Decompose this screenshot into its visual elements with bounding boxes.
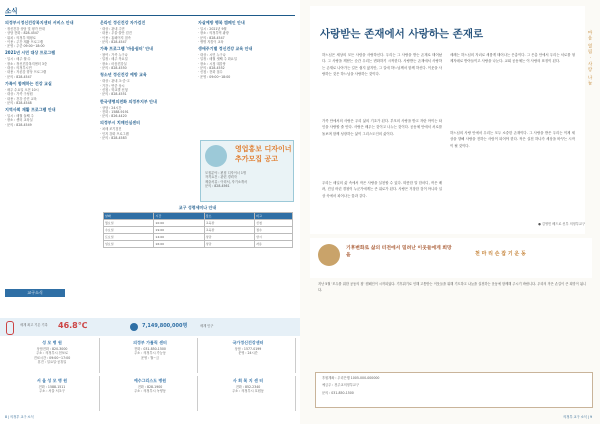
footer-box-title: 사 회 복 지 센 터 (232, 378, 264, 383)
stat-text-2: 세계 인구 (200, 324, 214, 328)
campaign-text: 지난 5월 '모두를 위한 공동의 집' 캠페인이 시작되었다. 기후위기로 인해 고통받는 이웃들을 위해 기도하고 나눔을 실천하는 운동에 함께해 주시기 바랍니다. 우리의 작은 손길이 큰 희망이 됩니다. (318, 282, 586, 292)
campaign-emblem-icon (318, 244, 340, 266)
footer-box-line: 상담 : 1577-0199 (234, 347, 262, 351)
table-header-cell: 시간 (154, 213, 204, 220)
table-cell: 신청 (255, 220, 293, 227)
footer-box (201, 338, 296, 373)
news-line: · 치매 조기검진 (100, 127, 122, 132)
footer-box (5, 338, 100, 373)
news-line: · 대상 : 가족 구성원 (5, 92, 33, 97)
footer-box-line: 주소 : 의정부시 천보로 (36, 351, 68, 356)
globe-icon (130, 323, 138, 331)
news-line: · 일시 : 매주 월·수 (5, 57, 31, 62)
footer-box-title: 의정부 가톨릭 센터 (133, 340, 167, 345)
footer-box-line: 전화 : 031-850-1500 (134, 347, 166, 351)
footer-box-line: 주소 : 의정부시 녹양동 (134, 389, 166, 394)
divider (5, 15, 295, 16)
donate-line: 후원계좌 : 우리은행 1005-000-000000 (322, 376, 380, 380)
thermometer-icon (6, 321, 14, 335)
article-paragraph-5: 하느님의 사랑 안에서 우리는 모두 소중한 존재이다. 그 사랑을 받은 우리는 이제 세상을 향해 사랑을 전하는 사람이 되어야 한다. 작은 실천 하나가 세상을 바꾸는 시작이 될 것이다. (450, 131, 575, 148)
news-line: · 장소 : 정신건강복지센터 3층 (5, 61, 48, 66)
news-heading: 가족 프로그램 '마음쉼터' 안내 (100, 46, 153, 52)
table-cell: 10:00 (154, 220, 204, 227)
table-row (104, 220, 293, 227)
news-heading: 온라인 정신건강 자가검진 (100, 20, 146, 25)
table-header-cell: 장소 (204, 213, 254, 220)
footer-box-line: 상담전화 : 820-3000 (36, 347, 68, 351)
news-heading: 청소년 정신건강 예방 교육 (100, 72, 147, 78)
donation-box (315, 372, 593, 408)
schedule-table-block (100, 203, 295, 283)
news-line: · 대상 : 의정부시민 (5, 66, 32, 71)
footer-box-line: 운영 : 월~금 (140, 355, 160, 360)
ad-line: 제출서류 : 이력서, 자기소개서 (205, 179, 248, 184)
news-line: · 이용 : 홈페이지 접속 (100, 35, 131, 40)
table-cell: 교육관 (204, 220, 254, 227)
news-line: · 문의 : 828-4552 (198, 66, 225, 71)
news-line: · 내용 : 건강 증진 교육 (5, 96, 37, 101)
footer-box-line: 운영 : 24시간 (238, 351, 258, 356)
news-heading: 의정부시 치매안심센터 (100, 120, 141, 126)
schedule-table (103, 212, 293, 248)
table-row (104, 227, 293, 234)
news-line: · 상담 : 24시간 (100, 105, 122, 110)
footer-box-line: 전화 : 828-1900 (137, 385, 163, 389)
table-header-cell: 비고 (255, 213, 293, 220)
news-line: · 대상 : 관내 주민 (100, 27, 125, 31)
news-line: · 생명 지킴이 교육 (198, 39, 224, 44)
table-cell: 월요일 (104, 220, 154, 227)
news-line: · 문의 : 828-4549 (5, 122, 32, 127)
table-cell: 14:00 (154, 234, 204, 241)
footer-directory (0, 338, 300, 414)
news-line: · 기간 : 연중 상시 (100, 83, 125, 88)
stat-value-2: 7,149,800,000명 (142, 323, 188, 329)
section-banner: 교구소식 (5, 289, 65, 297)
footer-box-title: 성 모 병 원 (42, 340, 62, 345)
news-line: · 대상 : 관내 초·중·고 (100, 79, 130, 84)
news-line: · 상담 전화 : 828-4547 (5, 31, 39, 36)
table-cell: 16:00 (154, 241, 204, 248)
news-heading: 지역사회 재활 프로그램 안내 (5, 107, 56, 113)
news-line: · 문의 : 828-4583 (100, 136, 127, 141)
footer-box-line: 주소 : 서울 서초구 (39, 389, 65, 394)
article-title: 사랑받는 존재에서 사랑하는 존재로 (320, 28, 484, 40)
table-row (104, 241, 293, 248)
news-line: · 장소 : 마음건강실 (100, 61, 127, 66)
news-line: · 운영 : 09:00~18:00 (198, 74, 231, 79)
news-line: · 장소 : 의정부역 광장 (198, 31, 229, 36)
campaign-title: 기후변화로 삶의 터전에서 밀려난 이웃들에게 희망을 (346, 246, 452, 258)
footer-box-title: 서 울 성 모 병 원 (36, 378, 68, 383)
footer-box-line: 휴진 : 일요일·공휴일 (37, 359, 67, 364)
article-paragraph-1: 하느님은 세상의 모든 사람을 사랑하신다. 우리는 그 사랑을 받는 존재로 태어났다. 그 사랑을 깨닫는 순간 우리는 변화하기 시작한다. 사랑받는 존재에서 사랑하는 존재로 나아가는 길은 쉽지 않지만, 그 길에 하느님께서 함께 하신다. 이웃을 사랑하는 것은 하느님을 사랑하는 것이다. (322, 53, 442, 76)
vertical-caption: 마음 열림 · 사랑 나눔 (587, 30, 592, 87)
footer-box-line: 전화 : 1588-1511 (38, 385, 66, 389)
news-line: · 문의 : 826-4420 (100, 114, 127, 119)
footer-box-line: 주소 : 의정부시 호원동 (232, 389, 264, 394)
news-line: · 참여 : 가족 누구나 (100, 53, 128, 58)
news-line: · 내용 : 우울·불안 검진 (100, 31, 132, 36)
footer-box-line: 주소 : 의정부시 가능동 (134, 351, 166, 356)
footer-box-line: 진료시간 : 09:00~17:00 (33, 355, 71, 360)
donate-line: 문의 : 031-850-1500 (322, 390, 354, 395)
table-cell: 성당 (204, 241, 254, 248)
table-title: 교구 성령세미나 안내 (178, 205, 217, 210)
recruit-ad (200, 140, 294, 202)
footer-box (5, 376, 100, 411)
ad-line: 자격요건 : 관련 경력자 (205, 175, 237, 180)
news-column-2 (100, 18, 190, 173)
ad-title-2: 추가모집 공고 (235, 155, 279, 163)
campaign-logo: 천 마 리 손 잡 기 운 동 (475, 251, 526, 257)
footer-box-line: 전화 : 852-2340 (235, 385, 261, 389)
news-line: · 신청 : 전화 접수 (198, 70, 223, 75)
table-cell: 접수 (255, 227, 293, 234)
stat-text-1: 세계 최고 기온 기록 (20, 323, 48, 327)
news-line: · 문의 : 828-4547 (100, 39, 127, 44)
news-line: · 문의 : 828-4547 (198, 35, 225, 40)
news-line: · 신청 : 학교별 신청 (100, 87, 128, 92)
news-heading: 자살예방 행복 캠페인 안내 (198, 20, 245, 25)
ad-details (205, 171, 291, 188)
table-cell: 교육관 (204, 227, 254, 234)
footer-box (201, 376, 296, 411)
news-line: · 정신건강 상담 및 평가 안내 (5, 27, 45, 31)
news-column-3 (198, 18, 295, 133)
news-line: · 운영 : 주중 09:00~18:00 (5, 44, 45, 49)
news-column-1 (5, 18, 93, 290)
table-cell: 상시 (255, 234, 293, 241)
stats-ticker (0, 318, 300, 336)
footer-box (103, 338, 198, 373)
table-cell: 성당 (204, 234, 254, 241)
news-line: · 일시 : 2021년 9월 (198, 27, 227, 31)
news-line: · 전화 : 1588-9191 (100, 109, 129, 114)
table-cell: 19:00 (154, 227, 204, 234)
table-header-cell: 날짜 (104, 213, 154, 220)
article-paragraph-2: 가족 안에서의 사랑은 우리 삶의 기초가 된다. 부모의 사랑을 받고 자란 아이는 타인을 사랑할 줄 안다. 사랑은 배우는 것이고 나누는 것이다. 공동체 안에서 서로를 돌보며 함께 성장하는 삶이 그리스도인의 삶이다. (322, 119, 442, 136)
footer-box (103, 376, 198, 411)
ad-title-1: 영업홍보 디자이너 (235, 145, 292, 153)
campaign-header (310, 238, 592, 278)
ad-line: 모집분야 : 편집 디자이너 1명 (205, 171, 247, 175)
news-line: · 문의 : 828-4551 (100, 92, 127, 97)
page-number-right: 의정부 교구 소식 | 9 (563, 415, 592, 419)
news-line: · 매주 수요일 오전 10시 (5, 87, 39, 92)
news-line: · 장소 : 센터 교육실 (5, 118, 33, 123)
right-page (300, 0, 600, 424)
news-line: · 일정 : 매월 셋째 주 화요일 (198, 57, 237, 62)
news-line: · 내용 : 자존감 향상 프로그램 (5, 70, 47, 75)
news-heading: 생애주기별 정신건강 교육 안내 (198, 46, 253, 52)
stat-value-1: 46.8℃ (58, 321, 88, 330)
page-number: 8 | 의정부 교구 소식 (5, 415, 34, 419)
news-line: · 문의 : 828-4547 (5, 74, 32, 79)
donate-line: 예금주 : 천주교의정부교구 (322, 383, 359, 388)
news-heading: 한국생명의전화 의정부지부 안내 (100, 98, 157, 104)
table-cell: 일요일 (104, 241, 154, 248)
news-line: · 일시 : 매월 둘째 주 (5, 114, 34, 119)
news-line: · 인지 강화 프로그램 (100, 131, 129, 136)
news-line: · 장소 : 시청 대강당 (198, 61, 226, 66)
news-heading: 의정부시정신건강복지센터 서비스 안내 (5, 20, 74, 25)
news-heading: 2021년 시민 대상 프로그램 (5, 50, 56, 56)
ad-line: 문의 : 828-4561 (205, 183, 230, 188)
news-line: · 일정 : 매주 목요일 (100, 57, 128, 62)
article-paragraph-3: 우리는 매일의 삶 속에서 작은 사랑을 실천할 수 있다. 따뜻한 말 한마디, 작은 배려, 진심 어린 경청이 누군가에게는 큰 위로가 된다. 사랑은 거창한 것이 아니라 일상 속에서 피어나는 꽃과 같다. (322, 181, 442, 198)
footer-box-title: 예수그리스도 병원 (133, 378, 167, 383)
news-heading: 가족이 함께하는 건강 교실 (5, 80, 52, 86)
news-line: · 문의 : 828-4550 (100, 66, 127, 71)
news-line: · 위치 : 의정부 태평로 (5, 35, 36, 40)
news-line: · 대상 : 시민 누구나 (198, 53, 226, 58)
author-line: ● 김영민 베드로 신부 의정부교구 (538, 222, 585, 226)
table-cell: 수요일 (104, 227, 154, 234)
ad-graphic (205, 145, 227, 167)
table-row (104, 234, 293, 241)
news-line: · 이용 : 주간 재활 프로그램 (5, 39, 43, 44)
section-title: 소식 (5, 7, 18, 15)
article-paragraph-4: 세례는 하느님의 자녀로 새롭게 태어나는 은총이다. 그 은총 안에서 우리는 서로를 형제자매로 받아들이고 사랑을 나눈다. 교회 공동체는 이 사랑의 표징이 된다. (450, 53, 575, 64)
table-cell: 자유 (255, 241, 293, 248)
news-line: · 문의 : 828-4548 (5, 100, 32, 105)
table-cell: 토요일 (104, 234, 154, 241)
footer-box-title: 국가정신건강센터 (232, 340, 264, 345)
